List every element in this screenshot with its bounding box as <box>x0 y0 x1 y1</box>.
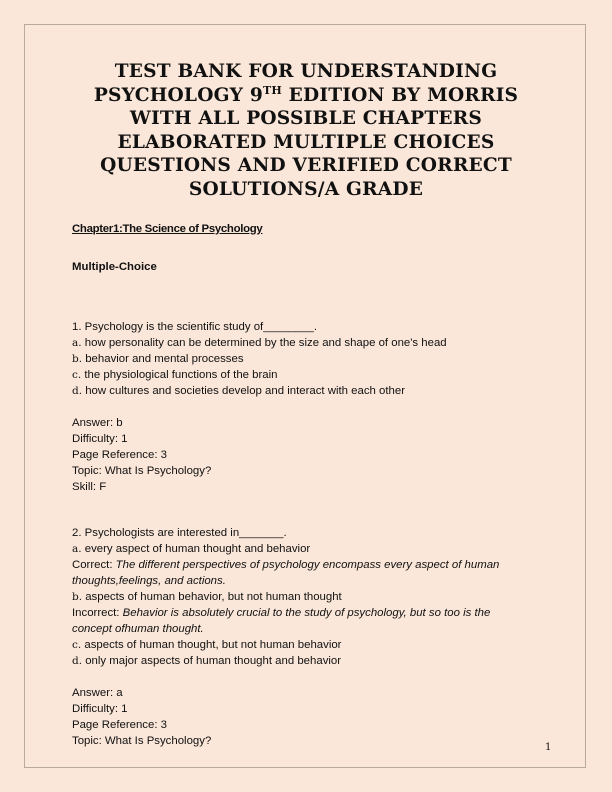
option-letter: a. <box>72 337 82 349</box>
skill-line: Skill: F <box>72 481 107 493</box>
topic-line: Topic: What Is Psychology? <box>72 465 212 477</box>
section-heading: Multiple-Choice <box>72 261 157 273</box>
option-text: behavior and mental processes <box>82 353 244 365</box>
option-d <box>72 383 542 399</box>
title-line-1: TEST BANK FOR UNDERSTANDING <box>114 61 498 82</box>
feedback-text: Behavior is absolutely crucial to the study of psychology, but so too is the <box>122 607 491 619</box>
option-b <box>72 589 542 605</box>
document-title <box>60 60 552 202</box>
difficulty-line: Difficulty: 1 <box>72 433 128 445</box>
option-c <box>72 637 542 653</box>
feedback-correct <box>72 557 542 573</box>
difficulty-line: Difficulty: 1 <box>72 703 128 715</box>
question-metadata <box>72 685 542 749</box>
option-letter: b. <box>72 591 83 603</box>
answer-line: Answer: a <box>72 687 123 699</box>
option-letter: c. <box>72 369 82 381</box>
answer-line: Answer: b <box>72 417 123 429</box>
title-line-2-rest: EDITION BY MORRIS <box>281 84 519 106</box>
title-line-4: ELABORATED MULTIPLE CHOICES <box>117 131 495 153</box>
title-line-5: QUESTIONS AND VERIFIED CORRECT <box>100 155 512 177</box>
option-a <box>72 335 542 351</box>
option-text: the physiological functions of the brain <box>81 369 278 381</box>
option-a <box>72 541 542 557</box>
option-b <box>72 351 542 367</box>
option-text: every aspect of human thought and behavior <box>81 543 311 555</box>
feedback-incorrect <box>72 605 542 621</box>
chapter-heading: Chapter1:The Science of Psychology <box>72 223 263 235</box>
topic-line: Topic: What Is Psychology? <box>72 735 212 747</box>
title-line-2 <box>60 84 552 108</box>
option-text: how personality can be determined by the size and shape of one's head <box>81 337 447 349</box>
title-line-2-main: PSYCHOLOGY 9 <box>93 84 263 106</box>
option-text: only major aspects of human thought and behavior <box>82 655 342 667</box>
page-reference-line: Page Reference: 3 <box>72 449 167 461</box>
option-text: aspects of human thought, but not human behavior <box>81 639 342 651</box>
page-reference-line: Page Reference: 3 <box>72 719 167 731</box>
title-line-6: SOLUTIONS/A GRADE <box>188 178 424 200</box>
question-stem: 1. Psychology is the scientific study of________. <box>72 321 318 333</box>
option-c <box>72 367 542 383</box>
option-d <box>72 653 542 669</box>
question-2 <box>72 525 542 749</box>
question-stem: 2. Psychologists are interested in_______. <box>72 527 287 539</box>
option-letter: b. <box>72 353 83 365</box>
option-letter: a. <box>72 543 82 555</box>
feedback-correct-continued: thoughts,feelings, and actions. <box>72 575 226 587</box>
feedback-label: Correct: <box>72 559 116 571</box>
option-letter: c. <box>72 639 82 651</box>
question-1 <box>72 319 542 495</box>
option-text: aspects of human behavior, but not human thought <box>82 591 342 603</box>
feedback-text: The different perspectives of psychology encompass every aspect of human <box>115 559 500 571</box>
page-number: 1 <box>545 742 552 753</box>
feedback-label: Incorrect: <box>72 607 123 619</box>
title-line-3: WITH ALL POSSIBLE CHAPTERS <box>129 108 483 130</box>
feedback-incorrect-continued: concept ofhuman thought. <box>72 623 204 635</box>
option-letter: d. <box>72 655 83 667</box>
option-text: how cultures and societies develop and interact with each other <box>82 385 405 397</box>
option-letter: d. <box>72 385 83 397</box>
document-body <box>72 221 542 749</box>
question-metadata <box>72 415 542 495</box>
title-superscript: TH <box>262 83 282 97</box>
